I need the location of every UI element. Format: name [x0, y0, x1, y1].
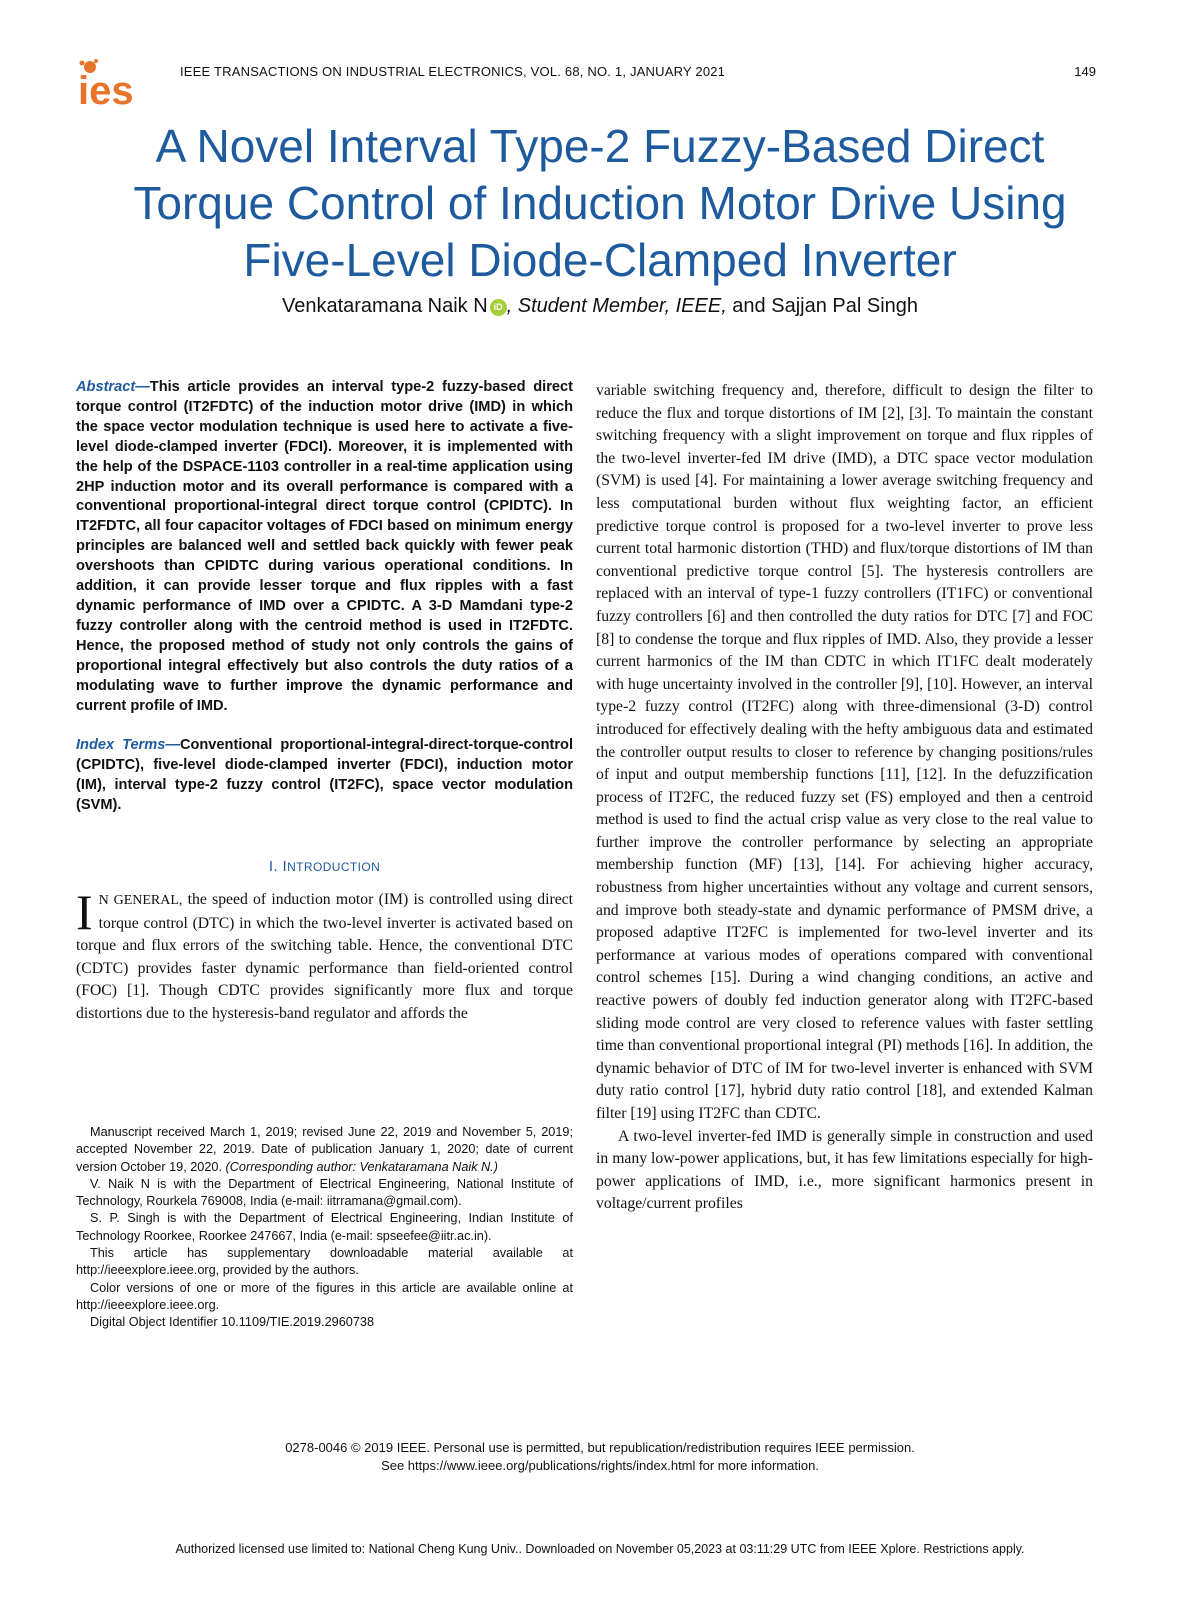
index-terms-text: Conventional proportional-integral-direct-torque-control (CPIDTC), five-level diode-clamped inverter (FDCI), induction motor (IM), interval type-2 fuzzy control (IT2FC), space vector modulation (SVM).	[76, 737, 573, 814]
orcid-icon[interactable]: iD	[490, 299, 507, 316]
title-line-3: Five-Level Diode-Clamped Inverter	[243, 234, 957, 286]
title-line-2: Torque Control of Induction Motor Drive Using	[133, 177, 1067, 229]
section-numeral: I.	[268, 858, 283, 876]
paper-title	[60, 118, 1140, 289]
title-line-1: A Novel Interval Type-2 Fuzzy-Based Direct	[155, 120, 1045, 172]
section-heading-first-letter: I	[282, 858, 288, 876]
footnote-doi: Digital Object Identifier 10.1109/TIE.2019.2960738	[90, 1315, 375, 1330]
author-1: Venkataramana Naik N	[281, 295, 488, 317]
running-head: IEEE TRANSACTIONS ON INDUSTRIAL ELECTRONICS, VOL. 68, NO. 1, JANUARY 2021	[180, 64, 726, 79]
logo-text: ies	[78, 69, 134, 108]
footnote-manuscript	[76, 1124, 573, 1176]
footnote-color: Color versions of one or more of the figures in this article are available online at http://ieeexplore.ieee.org.	[76, 1280, 573, 1312]
author-line	[60, 295, 1140, 318]
membership-note: , Student Member, IEEE,	[506, 295, 727, 317]
logo-dot-small	[80, 61, 85, 66]
right-paragraph-2: A two-level inverter-fed IMD is generally simple in construction and used in many low-power applications, but, it has few limitations especially for high-power applications of IMD, i.e., more significant harmonics present in voltage/current profiles	[596, 1127, 1093, 1213]
index-terms-label: Index Terms—	[76, 737, 180, 754]
author-2: Sajjan Pal Singh	[771, 295, 919, 317]
logo-dot-tiny	[94, 59, 98, 63]
left-column	[76, 378, 573, 1026]
footnote-naik: V. Naik N is with the Department of Electrical Engineering, National Institute of Technology, Rourkela 769008, India (e-mail: iitrramana@gmail.com).	[76, 1176, 573, 1209]
abstract-text: This article provides an interval type-2 fuzzy-based direct torque control (IT2FDTC) of the induction motor drive (IMD) in which the space vector modulation technique is used here to activate a five-level diode-clamped inverter (FDCI). Moreover, it is implemented with the help of the DSPACE-1103 controller in a real-time application using 2HP induction motor and its overall performance is compared with a conventional proportional-integral direct torque control (CPIDTC). In IT2FDTC, all four capacitor voltages of FDCI based on minimum energy principles are balanced well and settled back quickly with fewer peak overshoots than CPIDTC during various operational conditions. In addition, it can provide lesser torque and flux ripples with a fast dynamic performance of IMD over a CPIDTC. A 3-D Mamdani type-2 fuzzy controller along with the centroid method is used in IT2FDTC. Hence, the proposed method of study not only controls the gains of proportional integral effectively but also controls the duty ratios of a modulating wave to further improve the dynamic performance and current profile of IMD.	[76, 379, 573, 714]
copyright-notice	[60, 1439, 1140, 1475]
page-number: 149	[1074, 64, 1096, 79]
authorization-notice: Authorized licensed use limited to: National Cheng Kung Univ.. Downloaded on November 05,2023 at 03:11:29 UTC from IEEE Xplore. Restrictions apply.	[175, 1542, 1025, 1556]
author-conjunction: and	[726, 295, 772, 317]
right-column	[596, 380, 1093, 1216]
abstract-label: Abstract—	[76, 379, 150, 395]
copyright-line-2: See https://www.ieee.org/publications/rights/index.html for more information.	[381, 1458, 819, 1473]
section-heading-introduction	[76, 858, 573, 875]
copyright-line-1: 0278-0046 © 2019 IEEE. Personal use is permitted, but republication/redistribution requires IEEE permission.	[285, 1440, 915, 1455]
footnote-manuscript-text: Manuscript received March 1, 2019; revised June 22, 2019 and November 5, 2019; accepted November 22, 2019. Date of publication January 1, 2020; date of current version October 19, 2020.	[76, 1125, 573, 1174]
abstract	[76, 378, 573, 716]
intro-paragraph	[76, 884, 573, 1026]
intro-text: the speed of induction motor (IM) is controlled using direct torque control (DTC) in which the two-level inverter is activated based on torque and flux errors of the switching table. Hence, the conventional DTC (CDTC) provides faster dynamic performance than field-oriented control (FOC) [1]. Though CDTC provides significantly more flux and torque distortions due to the hysteresis-band regulator and affords the	[76, 891, 573, 1022]
footnotes	[76, 1124, 573, 1332]
section-heading-rest: NTRODUCTION	[287, 860, 381, 875]
right-paragraph-1: variable switching frequency and, therefore, difficult to design the filter to reduce the flux and torque distortions of IM [2], [3]. To maintain the constant switching frequency with a slight improvement on torque and flux ripples of the two-level inverter-fed IM drive (IMD), a DTC space vector modulation (SVM) is used [4]. For maintaining a lower average switching frequency and less computational burden without flux weighting factor, an efficient predictive torque control is proposed for a two-level inverter to prove less current total harmonic distortion (THD) and flux/torque distortions of IM than conventional predictive torque control [5]. The hysteresis controllers are replaced with an interval of type-1 fuzzy controllers (IT1FC) or conventional fuzzy controllers [6] and then controlled the duty ratios for DTC [7] and FOC [8] to condense the torque and flux ripples of IMD. Also, they provide a lesser current harmonics of the IM than CDTC in which IT1FC dealt moderately with huge uncertainty involved in the controller [9], [10]. However, an interval type-2 fuzzy control (IT2FC) along with three-dimensional (3-D) control introduced for effectively dealing with the hefty ambiguous data and estimated the controller output results to closer to reference by changing positions/rules of input and output membership functions [11], [12]. In the defuzzification process of IT2FC, the reduced fuzzy set (FS) employed and then a centroid method is used to find the actual crisp value as very close to the real value to further improve the controller performance by selecting an appropriate membership function (MF) [13], [14]. For achieving higher accuracy, robustness from higher uncertainties without any voltage and current sensors, and improve both steady-state and dynamic performance of PMSM drive, a proposed adaptive IT2FC is implemented for two-level inverter and its performance at various modes of operations compared with conventional control schemes [15]. During a wind changing conditions, an active and reactive powers of doubly fed induction generator along with IT2FC-based sliding mode control are very closed to reference values with faster settling time than conventional proportional integral (PI) methods [16]. In addition, the dynamic behavior of DTC of IM for two-level inverter is enhanced with SVM duty ratio control [17], hybrid duty ratio control [18], and extended Kalman filter [19] using IT2FC than CDTC.	[596, 382, 1093, 1122]
intro-lead-caps: N GENERAL,	[98, 893, 183, 909]
footnote-singh: S. P. Singh is with the Department of Electrical Engineering, Indian Institute of Technology Roorkee, Roorkee 247667, India (e-mail: spseefee@iitr.ac.in).	[76, 1211, 573, 1243]
index-terms	[76, 736, 573, 816]
footnote-supplementary: This article has supplementary downloadable material available at http://ieeexplore.ieee.org, provided by the authors.	[76, 1246, 573, 1278]
drop-cap: I	[76, 884, 93, 941]
ies-logo	[76, 58, 164, 108]
footnote-corresponding-author: (Corresponding author: Venkataramana Naik N.)	[225, 1159, 498, 1174]
